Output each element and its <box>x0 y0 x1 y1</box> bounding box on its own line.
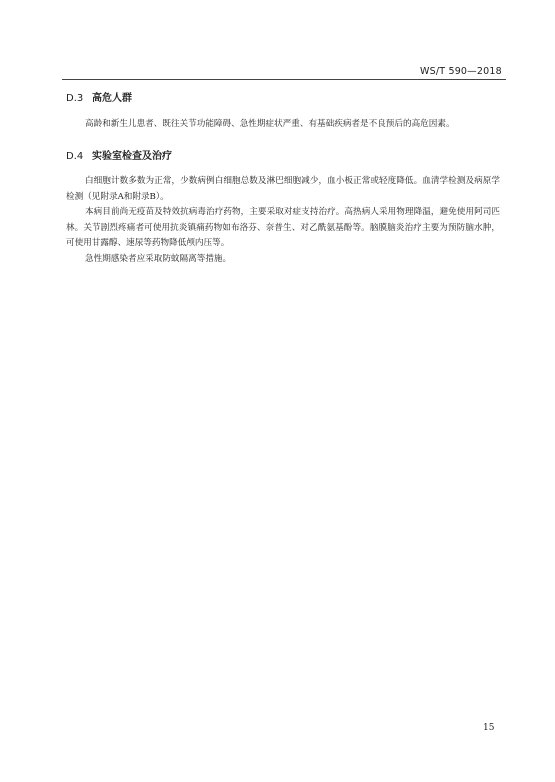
paragraph: 本病目前尚无疫苗及特效抗病毒治疗药物，主要采取对症支持治疗。高热病人采用物理降温，避免使用阿司匹林。关节剧烈疼痛者可使用抗炎镇痛药物如布洛芬、奈普生、对乙酰氨基酚等。脑膜脑炎治疗主要为预防脑水肿，可使用甘露醇、速尿等药物降低颅内压等。 <box>66 207 500 249</box>
section-number: D.3 <box>66 93 84 104</box>
paragraph: 白细胞计数多数为正常，少数病例白细胞总数及淋巴细胞减少，血小板正常或轻度降低。血清学检测及病原学检测（见附录A和附录B）。 <box>66 176 500 202</box>
doc-code: WS/T 590—2018 <box>420 66 502 77</box>
section-title: 实验室检查及治疗 <box>92 151 172 162</box>
section-heading-d3 <box>66 89 132 104</box>
header-rule <box>62 79 506 80</box>
section-title: 高危人群 <box>92 93 132 104</box>
section-number: D.4 <box>66 151 84 162</box>
paragraph: 急性期感染者应采取防蚊隔离等措施。 <box>85 254 232 264</box>
page-number: 15 <box>483 723 495 733</box>
section-heading-d4 <box>66 147 172 162</box>
paragraph: 高龄和新生儿患者、既往关节功能障碍、急性期症状严重、有基础疾病者是不良预后的高危因素。 <box>85 119 455 129</box>
